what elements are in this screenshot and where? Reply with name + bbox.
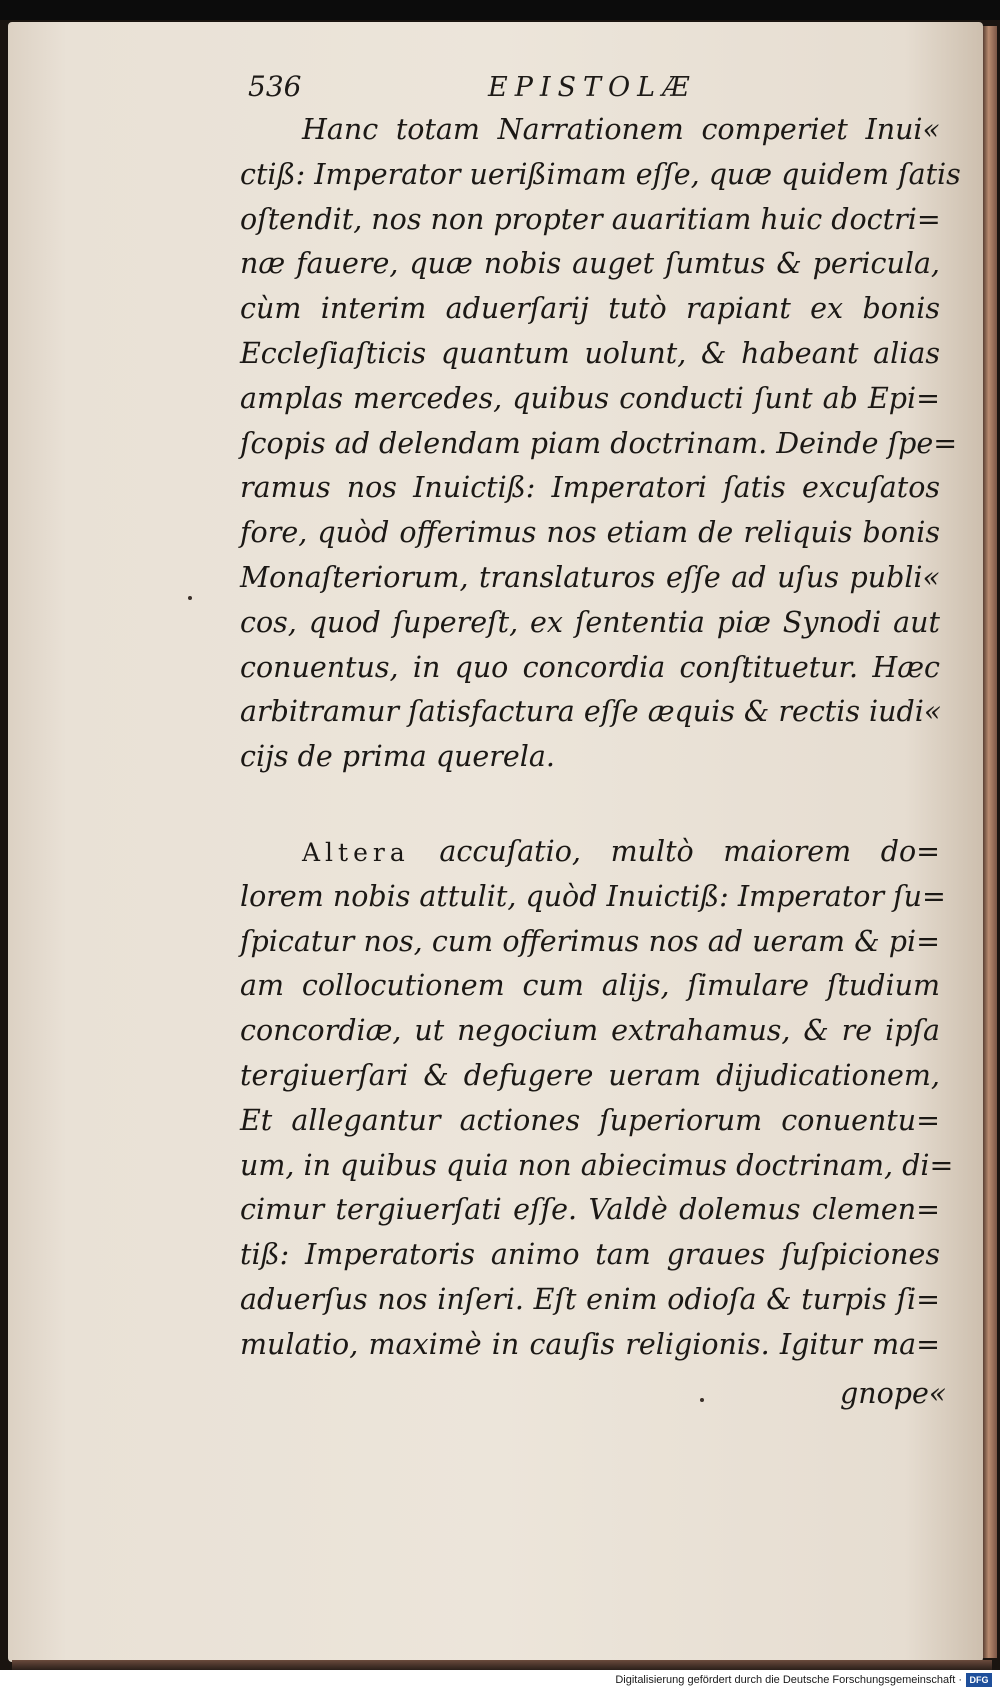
paragraph-2: [240, 830, 954, 1368]
text-line: arbitramur ſatisfactura eſſe æquis & rectis iudi«: [240, 695, 942, 729]
ink-speck: [700, 1398, 704, 1402]
text-line: ſcopis ad delendam piam doctrinam. Deinde ſpe=: [240, 426, 958, 460]
page-edge-right: [983, 26, 997, 1658]
text-line: Monaſteriorum, translaturos eſſe ad uſus publi«: [240, 560, 940, 594]
text-line: ctiß: Imperator uerißimam eſſe, quæ quidem ſatis: [240, 157, 961, 191]
lead-word: Altera: [302, 837, 410, 867]
page-number: 536: [248, 70, 302, 103]
paragraph-gap: [240, 780, 940, 830]
text-line: ſpicatur nos, cum offerimus nos ad ueram & pi=: [240, 924, 940, 958]
text-line: oſtendit, nos non propter auaritiam huic doctri=: [240, 202, 941, 236]
funding-credit: Digitalisierung gefördert durch die Deutsche Forschungsgemeinschaft ·: [615, 1674, 962, 1686]
digitization-footer: [0, 1670, 1000, 1693]
text-line: cùm interim aduerſarij tutò rapiant ex bonis: [240, 292, 940, 326]
text-line: fore, quòd offerimus nos etiam de reliquis bonis: [240, 516, 940, 550]
running-head: EPISTOLÆ: [488, 72, 697, 103]
text-line: cimur tergiuerſati eſſe. Valdè dolemus clemen=: [240, 1193, 940, 1227]
text-line-lead: [240, 830, 940, 875]
text-line: concordiæ, ut negocium extrahamus, & re ipſa: [240, 1014, 940, 1048]
ink-speck: [188, 596, 192, 600]
catchword: gnope«: [840, 1377, 947, 1410]
paragraph-1: [240, 108, 961, 780]
text-line: tiß: Imperatoris animo tam graues ſuſpiciones: [240, 1238, 940, 1272]
page-edge-bottom: [12, 1660, 992, 1670]
text-line: Et allegantur actiones ſuperiorum conuentu=: [240, 1103, 940, 1137]
text-line: am collocutionem cum alijs, ſimulare ſtudium: [240, 969, 940, 1003]
text-line: ramus nos Inuictiß: Imperatori ſatis excuſatos: [240, 471, 940, 505]
text-line: mulatio, maximè in cauſis religionis. Igitur ma=: [240, 1327, 940, 1361]
text-line: lorem nobis attulit, quòd Inuictiß: Imperator ſu=: [240, 879, 946, 913]
lead-line-rest: accuſatio, multò maiorem do=: [439, 834, 941, 868]
text-line: tergiuerſari & defugere ueram dijudicationem,: [240, 1058, 940, 1092]
page-header: [248, 70, 938, 110]
text-line: conuentus, in quo concordia conſtituetur. Hæc: [240, 650, 940, 684]
text-line: cijs de prima querela.: [240, 740, 555, 774]
text-line: Eccleſiaſticis quantum uolunt, & habeant alias: [240, 336, 940, 370]
body-text: [240, 108, 961, 1368]
text-line: um, in quibus quia non abiecimus doctrinam, di=: [240, 1148, 954, 1182]
text-line: amplas mercedes, quibus conducti ſunt ab Epi=: [240, 381, 940, 415]
text-line: Hanc totam Narrationem comperiet Inui«: [302, 113, 940, 146]
text-line: cos, quod ſupereſt, ex ſententia piæ Synodi aut: [240, 605, 940, 639]
text-line: næ fauere, quæ nobis auget ſumtus & pericula,: [240, 247, 940, 281]
dfg-logo-icon: DFG: [966, 1673, 992, 1687]
text-line: aduerſus nos inſeri. Eſt enim odioſa & turpis ſi=: [240, 1282, 940, 1316]
top-black-band: [0, 0, 1000, 20]
